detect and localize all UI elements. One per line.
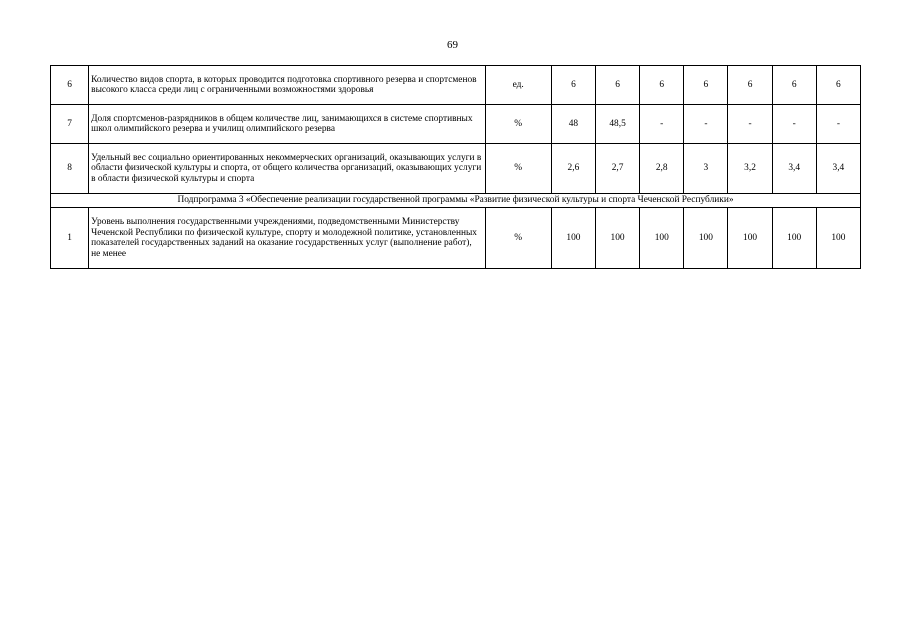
table-row (51, 105, 861, 144)
value-cell: 100 (595, 208, 639, 269)
value-cell: - (728, 105, 772, 144)
indicator-name: Уровень выполнения государственными учреждениями, подведомственными Министерству Чеченской Республики по физической культуре, спорту и молодежной политике, установленных показателей государственных заданий на оказание государственных услуг (выполнение работ), не менее (89, 208, 485, 269)
indicators-table (50, 65, 861, 269)
row-number: 7 (51, 105, 89, 144)
unit-cell: % (485, 105, 551, 144)
value-cell: 3,4 (816, 144, 860, 194)
row-number: 6 (51, 66, 89, 105)
table-row (51, 144, 861, 194)
value-cell: 100 (728, 208, 772, 269)
indicator-name: Доля спортсменов-разрядников в общем количестве лиц, занимающихся в системе спортивных школ олимпийского резерва и училищ олимпийского резерва (89, 105, 485, 144)
section-header-row (51, 194, 861, 208)
value-cell: 100 (640, 208, 684, 269)
value-cell: 2,7 (595, 144, 639, 194)
unit-cell: % (485, 208, 551, 269)
table-row (51, 208, 861, 269)
value-cell: - (640, 105, 684, 144)
value-cell: - (816, 105, 860, 144)
value-cell: 6 (595, 66, 639, 105)
row-number: 8 (51, 144, 89, 194)
row-number: 1 (51, 208, 89, 269)
value-cell: 48,5 (595, 105, 639, 144)
indicator-name: Удельный вес социально ориентированных некоммерческих организаций, оказывающих услуги в области физической культуры и спорта, от общего количества организаций, оказывающих услуги в области физической культуры и спорта (89, 144, 485, 194)
value-cell: 3,4 (772, 144, 816, 194)
value-cell: 2,8 (640, 144, 684, 194)
value-cell: - (684, 105, 728, 144)
value-cell: 2,6 (551, 144, 595, 194)
value-cell: 100 (551, 208, 595, 269)
value-cell: 6 (728, 66, 772, 105)
value-cell: 6 (772, 66, 816, 105)
value-cell: 6 (640, 66, 684, 105)
value-cell: 6 (684, 66, 728, 105)
value-cell: 100 (684, 208, 728, 269)
section-title: Подпрограмма 3 «Обеспечение реализации государственной программы «Развитие физической культуры и спорта Чеченской Республики» (51, 194, 861, 208)
value-cell: 100 (772, 208, 816, 269)
value-cell: 3 (684, 144, 728, 194)
value-cell: 6 (816, 66, 860, 105)
value-cell: 3,2 (728, 144, 772, 194)
unit-cell: % (485, 144, 551, 194)
value-cell: 100 (816, 208, 860, 269)
value-cell: - (772, 105, 816, 144)
indicator-name: Количество видов спорта, в которых проводится подготовка спортивного резерва и спортсменов высокого класса среди лиц с ограниченными возможностями здоровья (89, 66, 485, 105)
page-number: 69 (447, 39, 458, 51)
unit-cell: ед. (485, 66, 551, 105)
value-cell: 48 (551, 105, 595, 144)
value-cell: 6 (551, 66, 595, 105)
table-row (51, 66, 861, 105)
